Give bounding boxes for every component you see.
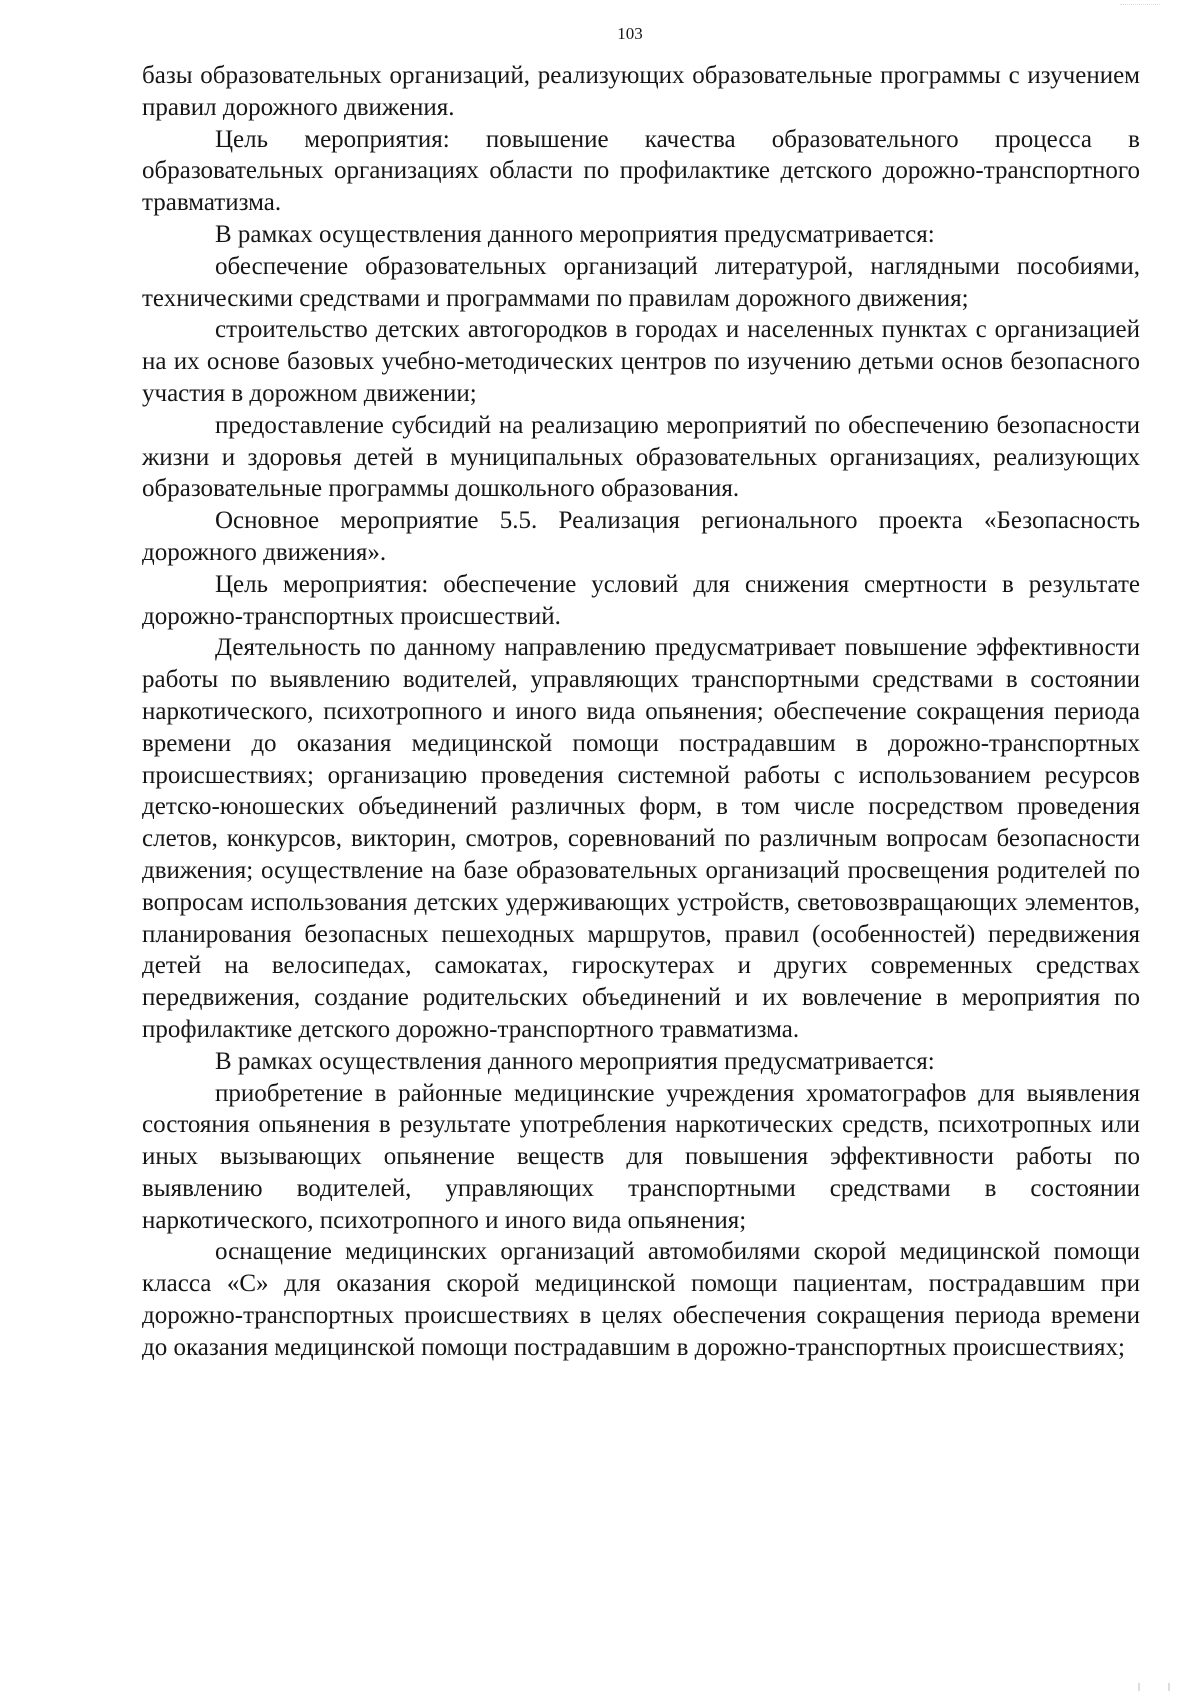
document-body [142, 60, 1140, 1364]
paragraph-main-activity: Основное мероприятие 5.5. Реализация регионального проекта «Безопасность дорожного движения». [142, 507, 1140, 566]
list-item-ambulances: оснащение медицинских организаций автомобилями скорой медицинской помощи класса «С» для оказания скорой медицинской помощи пациентам, пострадавшим при дорожно-транспортных происшествиях в целях обеспечения сокращения периода времени до оказания медицинской помощи пострадавшим в дорожно-транспортных происшествиях; [142, 1238, 1140, 1361]
page-number: 103 [617, 24, 643, 43]
paragraph-framework-intro: В рамках осуществления данного мероприятия предусматривается: [215, 220, 935, 248]
list-item-chromatographs: приобретение в районные медицинские учреждения хроматографов для выявления состояния опьянения в результате употребления наркотических средств, психотропных или иных вызывающих опьянение веществ для повышения эффективности работы по выявлению водителей, управляющих транспортными средствами в состоянии наркотического, психотропного и иного вида опьянения; [142, 1079, 1140, 1234]
scan-artifact-top [1120, 0, 1160, 5]
paragraph-continuation: базы образовательных организаций, реализующих образовательные программы с изучением правил дорожного движения. [142, 62, 1140, 121]
list-item-literature: обеспечение образовательных организаций литературой, наглядными пособиями, техническими средствами и программами по правилам дорожного движения; [142, 252, 1140, 312]
paragraph-goal: Цель мероприятия: повышение качества образовательного процесса в образовательных организациях области по профилактике детского дорожно-транспортного травматизма. [142, 125, 1140, 217]
list-item-subsidies: предоставление субсидий на реализацию мероприятий по обеспечению безопасности жизни и здоровья детей в муниципальных образовательных организациях, реализующих образовательные программы дошкольного образования. [142, 411, 1140, 503]
paragraph-activity-description: Деятельность по данному направлению предусматривает повышение эффективности работы по выявлению водителей, управляющих транспортными средствами в состоянии наркотического, психотропного и иного вида опьянения; обеспечение сокращения периода времени до оказания медицинской помощи пострадавшим в дорожно-транспортных происшествиях; организацию проведения системной работы с использованием ресурсов детско-юношеских объединений различных форм, в том числе посредством проведения слетов, конкурсов, викторин, смотров, соревнований по различным вопросам безопасности движения; осуществление на базе образовательных организаций просвещения родителей по вопросам использования детских удерживающих устройств, световозвращающих элементов, планирования безопасных пешеходных маршрутов, правил (особенностей) передвижения детей на велосипедах, самокатах, гироскутерах и других современных средствах передвижения, создание родительских объединений и их вовлечение в мероприятия по профилактике детского дорожно-транспортного травматизма. [142, 634, 1140, 1043]
paragraph-activity-goal: Цель мероприятия: обеспечение условий для снижения смертности в результате дорожно-транспортных происшествий. [142, 570, 1140, 630]
list-item-autotowns: строительство детских автогородков в городах и населенных пунктах с организацией на их основе базовых учебно-методических центров по изучению детьми основ безопасного участия в дорожном движении; [142, 316, 1140, 407]
paragraph-framework-intro-2: В рамках осуществления данного мероприятия предусматривается: [215, 1047, 935, 1075]
scan-artifact-bottom [1138, 1683, 1170, 1691]
